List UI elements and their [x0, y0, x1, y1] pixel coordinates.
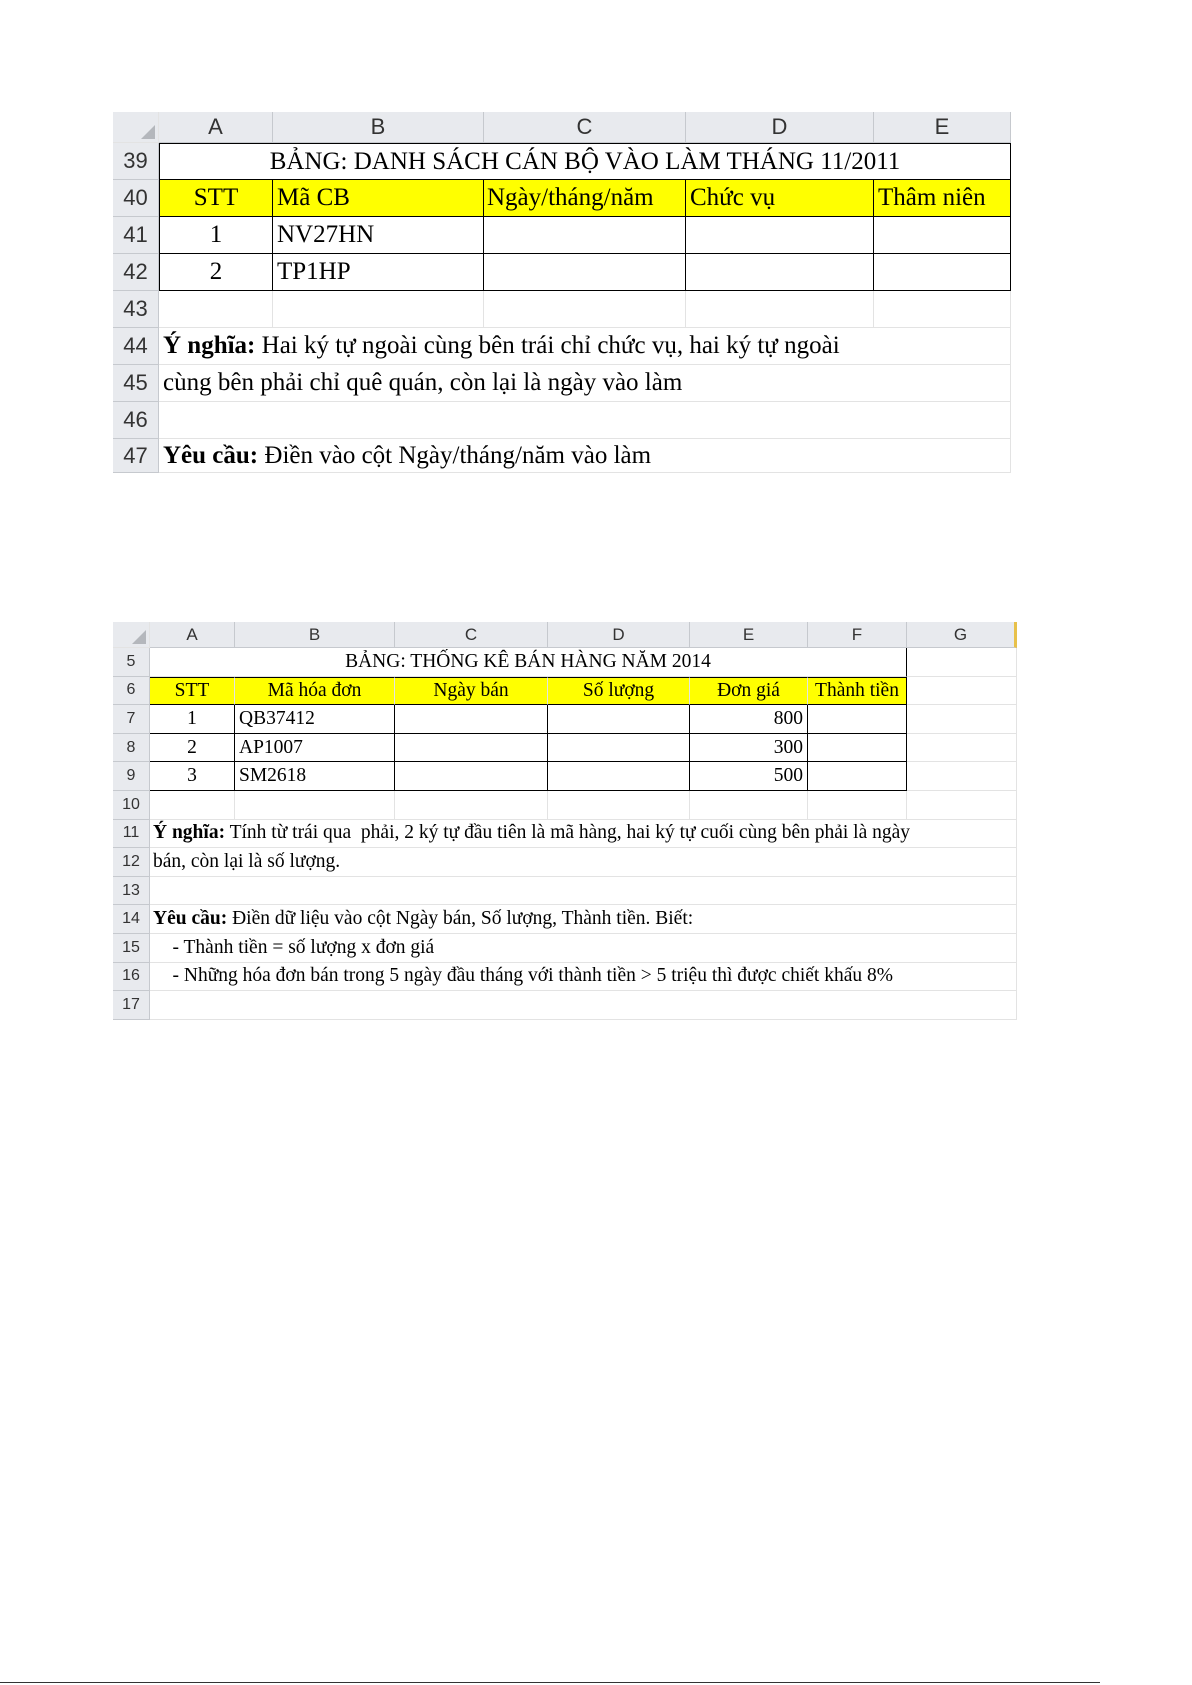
row-header-12[interactable]: 12 [113, 848, 150, 877]
col-header-c[interactable]: C [395, 622, 548, 648]
row-header-44[interactable]: 44 [113, 328, 159, 365]
row-header-11[interactable]: 11 [113, 820, 150, 849]
meaning-line-2[interactable]: cùng bên phải chỉ quê quán, còn lại là ngày vào làm [159, 365, 1011, 402]
row-header-46[interactable]: 46 [113, 402, 159, 439]
cell[interactable] [273, 291, 484, 328]
cell[interactable] [159, 291, 273, 328]
cell-stt[interactable]: 3 [150, 762, 235, 791]
cell-sale-date[interactable] [395, 705, 548, 734]
col-header-b[interactable]: B [235, 622, 395, 648]
requirement-body: Điền dữ liệu vào cột Ngày bán, Số lượng, Thành tiền. Biết: [227, 908, 694, 930]
col-header-a[interactable]: A [159, 112, 273, 143]
cell-amount[interactable] [808, 762, 907, 791]
table-title[interactable]: BẢNG: DANH SÁCH CÁN BỘ VÀO LÀM THÁNG 11/2011 [159, 143, 1011, 180]
row-39 [113, 143, 1011, 180]
col-header-c[interactable]: C [484, 112, 686, 143]
meaning-line-2[interactable]: bán, còn lại là số lượng. [150, 848, 1017, 877]
cell-sale-date[interactable] [395, 734, 548, 763]
row-header-8[interactable]: 8 [113, 734, 150, 763]
header-quantity[interactable]: Số lượng [548, 677, 690, 706]
cell-stt[interactable]: 2 [159, 254, 273, 291]
row-6 [113, 677, 1017, 706]
row-header-10[interactable]: 10 [113, 791, 150, 820]
table-row [113, 762, 1017, 791]
header-unit-price[interactable]: Đơn giá [690, 677, 808, 706]
cell-position[interactable] [686, 217, 874, 254]
col-header-e[interactable]: E [690, 622, 808, 648]
requirement-cell[interactable] [159, 439, 1011, 473]
header-position[interactable]: Chức vụ [686, 180, 874, 217]
header-stt[interactable]: STT [159, 180, 273, 217]
row-header-14[interactable]: 14 [113, 905, 150, 934]
meaning-label: Ý nghĩa: [163, 332, 256, 359]
cell-stt[interactable]: 1 [150, 705, 235, 734]
header-stt[interactable]: STT [150, 677, 235, 706]
row-header-40[interactable]: 40 [113, 180, 159, 217]
cell[interactable] [484, 291, 686, 328]
row-header-7[interactable]: 7 [113, 705, 150, 734]
cell-stt[interactable]: 2 [150, 734, 235, 763]
row-43 [113, 291, 1011, 328]
table-row [113, 254, 1011, 291]
page-bottom-rule [0, 1682, 1100, 1683]
cell[interactable] [907, 762, 1017, 791]
cell-amount[interactable] [808, 734, 907, 763]
cell[interactable] [907, 734, 1017, 763]
row-11 [113, 820, 1017, 849]
row-15 [113, 934, 1017, 963]
requirement-cell[interactable] [150, 905, 1017, 934]
row-14 [113, 905, 1017, 934]
col-header-d[interactable]: D [548, 622, 690, 648]
select-all-corner[interactable] [113, 622, 150, 648]
cell[interactable] [150, 991, 1017, 1020]
cell[interactable] [907, 791, 1017, 820]
cell[interactable] [874, 291, 1011, 328]
row-header-15[interactable]: 15 [113, 934, 150, 963]
col-header-d[interactable]: D [686, 112, 874, 143]
cell-invoice-code[interactable]: QB37412 [235, 705, 395, 734]
cell[interactable] [686, 291, 874, 328]
table-row [113, 734, 1017, 763]
cell-quantity[interactable] [548, 734, 690, 763]
cell[interactable] [150, 877, 1017, 906]
row-16 [113, 963, 1017, 992]
row-header-5[interactable]: 5 [113, 648, 150, 677]
cell[interactable] [548, 791, 690, 820]
cell-invoice-code[interactable]: SM2618 [235, 762, 395, 791]
meaning-cell[interactable] [150, 820, 1017, 849]
row-46 [113, 402, 1011, 439]
row-header-39[interactable]: 39 [113, 143, 159, 180]
requirement-text [150, 905, 693, 933]
cell[interactable] [235, 791, 395, 820]
meaning-line-1: Hai ký tự ngoài cùng bên trái chỉ chức vụ, hai ký tự ngoài [255, 332, 840, 359]
meaning-label: Ý nghĩa: [153, 822, 226, 844]
cell-sale-date[interactable] [395, 762, 548, 791]
cell[interactable] [907, 677, 1017, 706]
cell-amount[interactable] [808, 705, 907, 734]
row-45 [113, 365, 1011, 402]
row-header-17[interactable]: 17 [113, 991, 150, 1020]
meaning-line-1: Tính từ trái qua phải, 2 ký tự đầu tiên là mã hàng, hai ký tự cuối cùng bên phải là ngày [225, 822, 911, 844]
cell-code[interactable]: TP1HP [273, 254, 484, 291]
col-header-g[interactable]: G [907, 622, 1017, 648]
cell-code[interactable]: NV27HN [273, 217, 484, 254]
header-amount[interactable]: Thành tiền [808, 677, 907, 706]
row-13 [113, 877, 1017, 906]
cell-quantity[interactable] [548, 762, 690, 791]
header-date[interactable]: Ngày/tháng/năm [484, 180, 686, 217]
cell[interactable] [907, 705, 1017, 734]
header-sale-date[interactable]: Ngày bán [395, 677, 548, 706]
table-row [113, 217, 1011, 254]
row-header-6[interactable]: 6 [113, 677, 150, 706]
cell[interactable] [907, 648, 1017, 677]
col-header-a[interactable]: A [150, 622, 235, 648]
requirement-label: Yêu cầu: [153, 908, 228, 930]
row-header-43[interactable]: 43 [113, 291, 159, 328]
row-47 [113, 439, 1011, 473]
bullet-amount-formula[interactable]: - Thành tiền = số lượng x đơn giá [150, 934, 1017, 963]
meaning-text [159, 328, 840, 364]
cell-stt[interactable]: 1 [159, 217, 273, 254]
column-header-row [113, 622, 1017, 648]
requirement-text [159, 439, 651, 472]
cell-unit-price[interactable]: 500 [690, 762, 808, 791]
cell[interactable] [159, 402, 1011, 439]
cell[interactable] [395, 791, 548, 820]
requirement-label: Yêu cầu: [163, 441, 259, 469]
cell-invoice-code[interactable]: AP1007 [235, 734, 395, 763]
spreadsheet-2 [113, 622, 1017, 1020]
row-header-16[interactable]: 16 [113, 963, 150, 992]
row-header-42[interactable]: 42 [113, 254, 159, 291]
col-header-b[interactable]: B [273, 112, 484, 143]
table-row [113, 705, 1017, 734]
row-5 [113, 648, 1017, 677]
cell[interactable] [690, 791, 808, 820]
cell-position[interactable] [686, 254, 874, 291]
spreadsheet-1 [113, 112, 1011, 473]
header-invoice-code[interactable]: Mã hóa đơn [235, 677, 395, 706]
cell-date[interactable] [484, 217, 686, 254]
cell-unit-price[interactable]: 800 [690, 705, 808, 734]
row-header-45[interactable]: 45 [113, 365, 159, 402]
cell-quantity[interactable] [548, 705, 690, 734]
cell-seniority[interactable] [874, 217, 1011, 254]
table-title[interactable]: BẢNG: THỐNG KÊ BÁN HÀNG NĂM 2014 [150, 648, 907, 677]
row-header-41[interactable]: 41 [113, 217, 159, 254]
row-header-47[interactable]: 47 [113, 439, 159, 473]
column-header-row [113, 112, 1011, 143]
row-44 [113, 328, 1011, 365]
row-40 [113, 180, 1011, 217]
cell-unit-price[interactable]: 300 [690, 734, 808, 763]
col-header-e[interactable]: E [874, 112, 1011, 143]
cell-date[interactable] [484, 254, 686, 291]
row-10 [113, 791, 1017, 820]
select-all-corner[interactable] [113, 112, 159, 143]
row-header-13[interactable]: 13 [113, 877, 150, 906]
cell[interactable] [808, 791, 907, 820]
header-code[interactable]: Mã CB [273, 180, 484, 217]
meaning-cell[interactable] [159, 328, 1011, 365]
header-seniority[interactable]: Thâm niên [874, 180, 1011, 217]
meaning-text [150, 820, 910, 848]
col-header-f[interactable]: F [808, 622, 907, 648]
row-header-9[interactable]: 9 [113, 762, 150, 791]
row-17 [113, 991, 1017, 1020]
cell[interactable] [150, 791, 235, 820]
cell-seniority[interactable] [874, 254, 1011, 291]
bullet-discount-rule[interactable]: - Những hóa đơn bán trong 5 ngày đầu tháng với thành tiền > 5 triệu thì được chiết khấu 8% [150, 963, 1017, 992]
row-12 [113, 848, 1017, 877]
requirement-body: Điền vào cột Ngày/tháng/năm vào làm [258, 441, 652, 469]
